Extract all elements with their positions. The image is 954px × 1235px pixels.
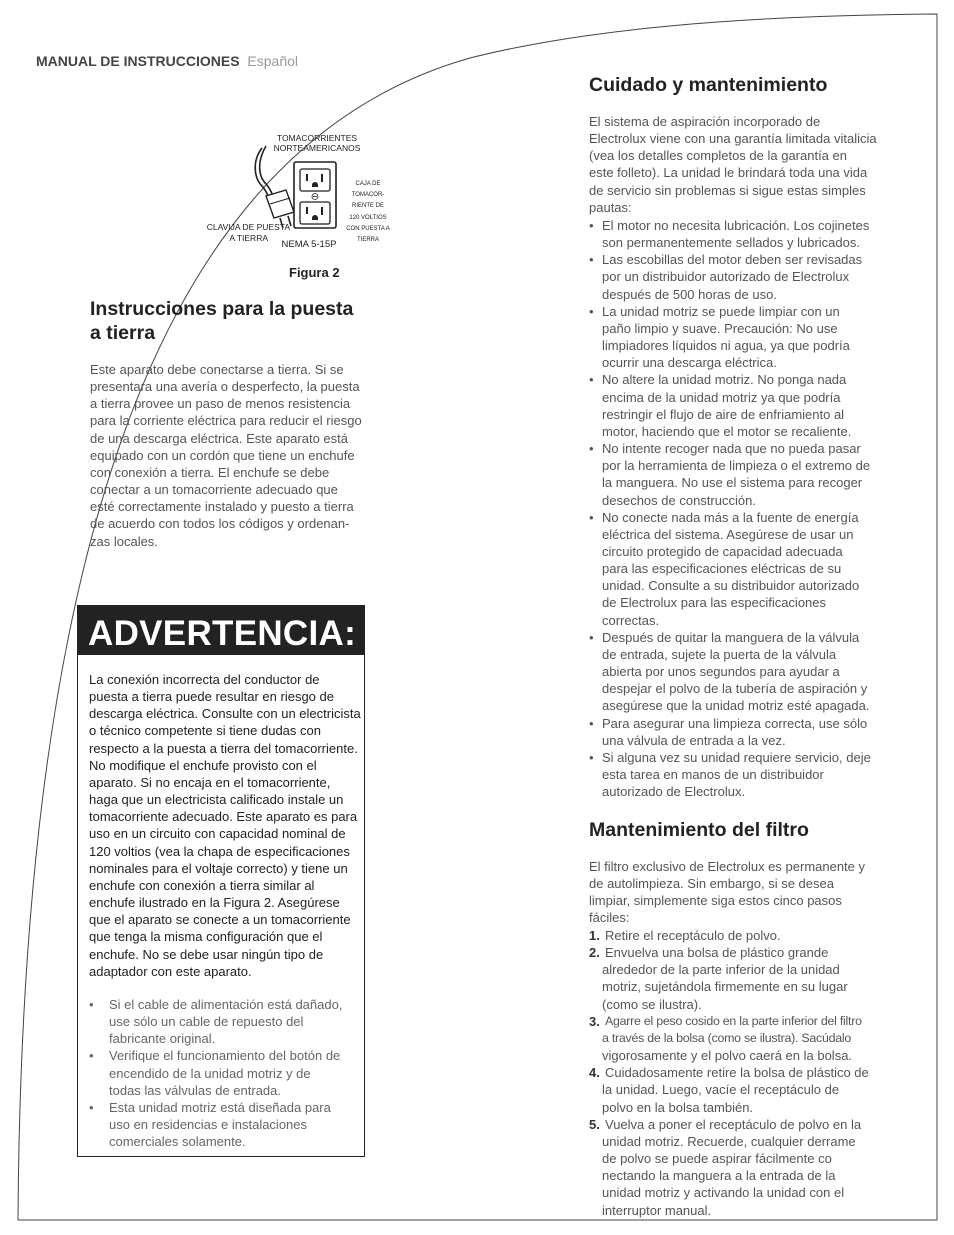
filter-step-line: a través de la bolsa (como se ilustra). Sacúdalo — [602, 1030, 852, 1045]
warning-line: adaptador con este aparato. — [89, 963, 252, 979]
warning-bullet-line: fabricante original. — [109, 1031, 216, 1047]
care-bullets — [589, 217, 879, 800]
figure-plug-label-1: CLAVIJA DE PUESTA — [206, 222, 290, 232]
warning-bullet-item — [89, 1047, 361, 1098]
care-bullet-line: son permanentemente sellados y lubricados. — [602, 235, 860, 251]
care-bullet-line: despejar el polvo de la tubería de aspiración y — [602, 681, 868, 697]
filter-step — [589, 944, 879, 1013]
page-header — [36, 53, 298, 69]
grounding-heading-line-2: a tierra — [90, 322, 156, 344]
grounding-paragraph — [90, 361, 380, 550]
filter-step-line: nectando la manguera a la entrada de la — [602, 1168, 836, 1184]
warning-bullet-line: comerciales solamente. — [109, 1134, 246, 1150]
care-intro-line: Electrolux viene con una garantía limitada vitalicia — [589, 131, 877, 147]
care-bullet-line: ocurrir una descarga eléctrica. — [602, 355, 777, 371]
grounding-line: con conexión a tierra. El enchufe se debe — [90, 464, 330, 480]
step-number: 5. — [589, 1116, 600, 1132]
grounding-heading — [90, 297, 380, 345]
care-bullet-item — [589, 251, 879, 302]
filter-step-line: polvo en la bolsa también. — [602, 1099, 754, 1115]
bullet-icon: • — [589, 509, 594, 525]
figure-top-label-2: NORTEAMERICANOS — [273, 143, 361, 153]
filter-step — [589, 1116, 879, 1219]
care-intro — [589, 113, 879, 216]
care-bullet-item — [589, 509, 879, 629]
care-bullet-item — [589, 440, 879, 509]
care-bullet-line: asegúrese que la unidad motriz esté apagada. — [602, 698, 870, 714]
care-bullet-line: autorizado de Electrolux. — [602, 784, 746, 800]
care-bullet-line: limpiadores líquidos ni agua, ya que podría — [602, 338, 850, 354]
care-bullet-line: después de 500 horas de uso. — [602, 286, 777, 302]
warning-bullet-line: use sólo un cable de repuesto del — [109, 1014, 304, 1030]
care-bullet-line: esta tarea en manos de un distribuidor — [602, 767, 824, 782]
warning-line: aparato. Si no encaja en el tomacorriente, — [89, 774, 331, 790]
figure-top-label-1: TOMACORRIENTES — [276, 133, 358, 143]
warning-text — [89, 671, 361, 980]
step-number: 3. — [589, 1013, 600, 1029]
warning-bullet-line: Esta unidad motriz está diseñada para — [109, 1099, 331, 1115]
warning-title: ADVERTENCIA: — [78, 606, 364, 655]
filter-step — [589, 927, 879, 944]
care-bullet-line: restringir el flujo de aire de enfriamiento al — [602, 406, 845, 422]
care-bullet-line: Si alguna vez su unidad requiere servicio, deje — [602, 749, 871, 765]
filter-step-line: Vuelva a poner el receptáculo de polvo en la — [605, 1116, 862, 1132]
warning-bullet-line: Verifique el funcionamiento del botón de — [109, 1048, 341, 1064]
warning-bullet-line: encendido de la unidad motriz y de — [109, 1065, 311, 1081]
warning-line: enchufe con conexión a tierra similar al — [89, 877, 315, 893]
filter-step-line: unidad motriz. Recuerde, cualquier derrame — [602, 1133, 856, 1149]
care-bullet-line: la manguera. No use el sistema para recoger — [602, 475, 863, 491]
warning-line: que el aparato se conecte a un tomacorriente — [89, 912, 351, 928]
care-bullet-line: para las especificaciones eléctricas de su — [602, 561, 842, 577]
care-bullet-item — [589, 715, 879, 749]
filter-step-line: unidad motriz y activando la unidad con el — [602, 1185, 845, 1201]
filter-step-line: la unidad. Luego, vacíe el receptáculo de — [602, 1082, 840, 1098]
filter-heading: Mantenimiento del filtro — [589, 819, 809, 841]
grounding-line: a tierra provee un paso de menos resistencia — [90, 396, 351, 412]
figure-plug-label-2: A TIERRA — [229, 233, 268, 243]
filter-step-line: alrededor de la parte inferior de la unidad — [602, 962, 840, 978]
care-intro-line: pautas: — [589, 199, 632, 215]
care-bullet-line: abierta por unos segundos para ayudar a — [602, 664, 840, 680]
care-bullet-line: de Electrolux para las especificaciones — [602, 595, 827, 611]
step-number: 4. — [589, 1065, 600, 1081]
bullet-icon: • — [589, 252, 594, 268]
filter-step-line: Cuidadosamente retire la bolsa de plástico de — [605, 1065, 869, 1081]
filter-step-line: Envuelva una bolsa de plástico grande — [605, 945, 829, 961]
figure-box-label-2: TOMACOR- — [351, 192, 385, 198]
grounding-line: de acuerdo con todos los códigos y ordenan- — [90, 516, 350, 532]
care-bullet-line: por la herramienta de limpieza o el extremo de — [602, 458, 871, 474]
warning-bullet-item — [89, 996, 361, 1047]
bullet-icon: • — [589, 218, 594, 233]
warning-line: La conexión incorrecta del conductor de — [89, 672, 320, 687]
grounding-line: Este aparato debe conectarse a tierra. Si se — [90, 362, 344, 377]
care-bullet-line: La unidad motriz se puede limpiar con un — [602, 303, 840, 319]
grounding-line: presentara una avería o desperfecto, la puesta — [90, 379, 360, 395]
warning-bullet-line: todas las válvulas de entrada. — [109, 1082, 281, 1098]
grounding-line: conectar a un tomacorriente adecuado que — [90, 482, 338, 498]
care-intro-line: (vea los detalles completos de la garantía en — [589, 148, 847, 164]
figure-box-label-1: CAJA DE — [355, 181, 381, 187]
care-bullet-line: Después de quitar la manguera de la válvula — [602, 629, 860, 645]
warning-bullet-line: Si el cable de alimentación está dañado, — [109, 997, 343, 1012]
figure-box-label-3: RIENTE DE — [351, 203, 384, 209]
care-bullet-line: eléctrica del sistema. Asegúrese de usar un — [602, 526, 854, 542]
outlet-diagram — [200, 126, 400, 256]
bullet-icon: • — [89, 1048, 94, 1064]
grounding-heading-line-1: Instrucciones para la puesta — [90, 298, 354, 320]
care-bullet-line: encima de la unidad motriz ya que podría — [602, 389, 841, 405]
filter-intro-line: limpiar, simplemente siga estos cinco pasos — [589, 893, 842, 909]
care-bullet-line: No altere la unidad motriz. No ponga nada — [602, 372, 847, 388]
filter-step-line: vigorosamente y el polvo caerá en la bolsa. — [602, 1048, 853, 1064]
warning-bullet-line: uso en residencias e instalaciones — [109, 1117, 308, 1133]
warning-line: enchufe ilustrado en la Figura 2. Asegúrese — [89, 895, 340, 911]
warning-line: nominales para el voltaje correcto) y tiene un — [89, 860, 348, 876]
bullet-icon: • — [589, 372, 594, 388]
grounding-line: zas locales. — [90, 533, 158, 549]
filter-step-line: Agarre el peso cosido en la parte inferior del filtro — [605, 1013, 862, 1028]
filter-step-line: interruptor manual. — [602, 1202, 712, 1218]
bullet-icon: • — [589, 629, 594, 645]
figure-box-label-6: TIERRA — [356, 237, 379, 243]
figure-caption: Figura 2 — [289, 265, 340, 280]
care-bullet-item — [589, 303, 879, 372]
care-bullet-line: No intente recoger nada que no pueda pasar — [602, 441, 861, 457]
grounding-line: equipado con un cordón que tiene un enchufe — [90, 447, 355, 463]
care-bullet-line: No conecte nada más a la fuente de energía — [602, 509, 859, 525]
warning-line: que tenga la misma configuración que el — [89, 929, 323, 945]
language-label: Español — [247, 53, 299, 69]
warning-line: haga que un electricista calificado instale un — [89, 792, 344, 808]
bullet-icon: • — [589, 715, 594, 731]
filter-intro-line: El filtro exclusivo de Electrolux es permanente y — [589, 859, 866, 874]
warning-box — [77, 605, 365, 1157]
care-bullet-item — [589, 749, 879, 800]
care-bullet-item — [589, 217, 879, 251]
bullet-icon: • — [89, 997, 94, 1012]
warning-line: descarga eléctrica. Consulte con un electricista — [89, 706, 361, 722]
bullet-icon: • — [89, 1099, 94, 1115]
warning-line: tomacorriente adecuado. Este aparato es para — [89, 809, 358, 825]
care-bullet-line: circuito protegido de capacidad adecuada — [602, 543, 843, 559]
grounding-line: de una descarga eléctrica. Este aparato está — [90, 430, 348, 446]
care-bullet-line: una válvula de entrada a la vez. — [602, 732, 786, 748]
filter-steps — [589, 927, 879, 1219]
care-bullet-line: de entrada, sujete la puerta de la válvula — [602, 646, 837, 662]
care-intro-line: este folleto). La unidad le brindará toda una vida — [589, 165, 868, 181]
care-heading: Cuidado y mantenimiento — [589, 74, 828, 96]
warning-line: enchufe. No se debe usar ningún tipo de — [89, 946, 324, 962]
care-bullet-line: unidad. Consulte a su distribuidor autorizado — [602, 578, 860, 594]
grounding-line: esté correctamente instalado y puesto a tierra — [90, 499, 354, 515]
filter-step-line: de polvo se puede aspirar fácilmente co — [602, 1151, 832, 1167]
filter-step-line: motriz, sujetándola firmemente en su lugar — [602, 979, 848, 995]
figure-nema-label: NEMA 5-15P — [281, 239, 337, 250]
bullet-icon: • — [589, 303, 594, 319]
warning-line: uso en un circuito con capacidad nominal de — [89, 826, 346, 842]
filter-step — [589, 1064, 879, 1115]
filter-intro-line: de autolimpieza. Sin embargo, si se desea — [589, 876, 834, 892]
manual-title: MANUAL DE INSTRUCCIONES — [36, 53, 240, 69]
care-bullet-line: correctas. — [602, 612, 660, 628]
care-bullet-line: El motor no necesita lubricación. Los cojinetes — [602, 218, 870, 233]
warning-line: puesta a tierra puede resultar en riesgo de — [89, 689, 334, 705]
step-number: 2. — [589, 945, 600, 961]
filter-step-line: (como se ilustra). — [602, 996, 702, 1012]
care-bullet-item — [589, 371, 879, 440]
care-bullet-line: por un distribuidor autorizado de Electrolux — [602, 269, 850, 285]
filter-step — [589, 1013, 879, 1064]
bullet-icon: • — [589, 749, 594, 765]
care-bullet-line: Para asegurar una limpieza correcta, use sólo — [602, 715, 868, 731]
warning-bullets — [89, 996, 361, 1150]
care-intro-line: El sistema de aspiración incorporado de — [589, 114, 821, 129]
warning-line: 120 voltios (vea la chapa de especificaciones — [89, 843, 350, 859]
care-bullet-line: paño limpio y suave. Precaución: No use — [602, 320, 838, 336]
care-intro-line: de servicio sin problemas si sigue estas simples — [589, 182, 866, 198]
care-bullet-line: Las escobillas del motor deben ser revisadas — [602, 252, 863, 268]
figure-box-label-4: 120 VOLTIOS — [349, 215, 387, 221]
bullet-icon: • — [589, 441, 594, 457]
warning-line: No modifique el enchufe provisto con el — [89, 757, 317, 773]
care-bullet-line: motor, haciendo que el motor se recaliente. — [602, 423, 852, 439]
care-bullet-line: desechos de construcción. — [602, 492, 756, 508]
warning-line: o técnico competente si tiene dudas con — [89, 723, 321, 739]
grounding-line: para la corriente eléctrica para reducir el riesgo — [90, 413, 362, 429]
filter-intro-line: fáciles: — [589, 910, 630, 926]
filter-step-line: Retire el receptáculo de polvo. — [605, 928, 781, 943]
figure-box-label-5: CON PUESTA A — [346, 226, 390, 232]
warning-bullet-item — [89, 1099, 361, 1150]
filter-intro — [589, 858, 879, 927]
warning-line: respecto a la puesta a tierra del tomacorriente. — [89, 740, 358, 756]
step-number: 1. — [589, 928, 600, 943]
care-bullet-item — [589, 629, 879, 715]
